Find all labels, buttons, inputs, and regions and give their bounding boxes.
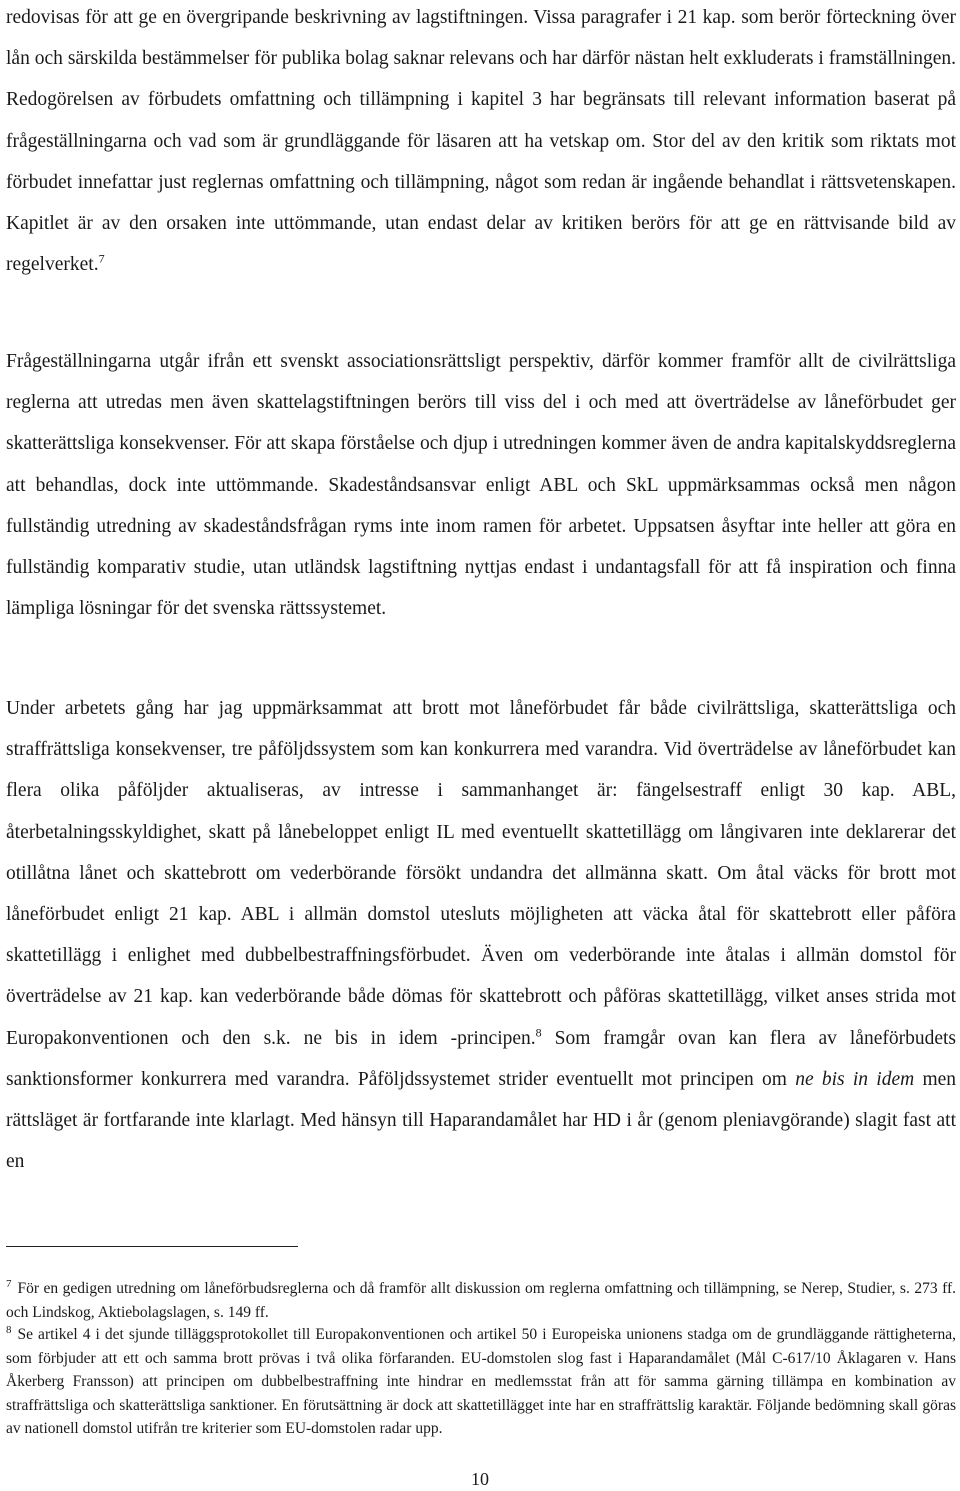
body-paragraph [6, 688, 956, 1182]
footnote-reference[interactable]: 8 [535, 1025, 542, 1040]
footnote-text: För en gedigen utredning om låneförbudsreglerna och då framför allt diskussion om reglerna omfattning och tillämpning, se Nerep, Studier, s. 273 ff. och Lindskog, Aktiebolagslagen, s. 149 ff. [6, 1280, 956, 1321]
footnote-number: 8 [6, 1323, 12, 1336]
paragraph-text: men rättsläget är fortfarande inte klarlagt. Med hänsyn till Haparandamålet har HD i år (genom pleniavgörande) slagit fast att en [6, 1068, 957, 1173]
paragraph-text: redovisas för att ge en övergripande beskrivning av lagstiftningen. Vissa paragrafer i 21 kap. som berör förteckning över lån och särskilda bestämmelser för publika bolag saknar relevans och har därför nästan helt exkluderats i framställningen. Redogörelsen av förbudets omfattning och tillämpning i kapitel 3 har begränsats till relevant information baserat på frågeställningarna och vad som är grundläggande för läsaren att ha vetskap om. Stor del av den kritik som riktats mot förbudet innefattar just reglernas omfattning och tillämpning, något som redan är ingående behandlat i rättsvetenskapen. Kapitlet är av den orsaken inte uttömmande, utan endast delar av kritiken berörs för att ge en rättvisande bild av regelverket. [6, 7, 956, 276]
footnote-reference[interactable]: 7 [98, 251, 105, 266]
paragraph-text: Under arbetets gång har jag uppmärksammat att brott mot låneförbudet får både civilrättsliga, skatterättsliga och straffrättsliga konsekvenser, tre påföljdssystem som kan konkurrera med varandra. Vid överträdelse av låneförbudet kan flera olika påföljder aktualiseras, av intresse i sammanhanget är: fängelsestraff enligt 30 kap. ABL, återbetalningsskyldighet, skatt på lånebeloppet enligt IL med eventuellt skattetillägg om långivaren inte deklarerar det otillåtna lånet och skattebrott om vederbörande försökt undandra det allmänna skatt. Om åtal väcks för brott mot låneförbudet enligt 21 kap. ABL i allmän domstol utesluts möjligheten att väcka åtal för skattebrott eller påföra skattetillägg i enlighet med dubbelbestraffningsförbudet. Även om vederbörande inte åtalas i allmän domstol för överträdelse av 21 kap. kan vederbörande både dömas för skattebrott och påföras skattetillägg, vilket anses strida mot Europakonventionen och den s.k. ne bis in idem -principen. [6, 698, 956, 1049]
footnote [6, 1277, 956, 1324]
italic-term: ne bis in idem [795, 1068, 915, 1090]
footnote-separator [6, 1246, 298, 1247]
paragraph-text: Som framgår ovan kan flera av låneförbudets sanktionsformer konkurrera med varandra. Påföljdssystemet strider eventuellt mot principen om [6, 1027, 956, 1090]
paragraph-text: Frågeställningarna utgår ifrån ett svenskt associationsrättsligt perspektiv, därför kommer framför allt de civilrättsliga reglerna att utredas men även skattelagstiftningen berörs till viss del i och med att överträdelse av låneförbudet ger skatterättsliga konsekvenser. För att skapa förståelse och djup i utredningen kommer även de andra kapitalskyddsreglerna att behandlas, dock inte uttömmande. Skadeståndsansvar enligt ABL och SkL uppmärksammas också men någon fullständig utredning av skadeståndsfrågan ryms inte inom ramen för arbetet. Uppsatsen åsyftar inte heller att göra en fullständig komparativ studie, utan utländsk lagstiftning nyttjas endast i undantagsfall för att få inspiration och finna lämpliga lösningar för det svenska rättssystemet. [6, 351, 956, 620]
body-paragraph [6, 341, 956, 629]
footnote-number: 7 [6, 1277, 12, 1290]
footnote-text: Se artikel 4 i det sjunde tilläggsprotokollet till Europakonventionen och artikel 50 i Europeiska unionens stadga om de grundläggande rättigheterna, som förbjuder att ett och samma brott prövas i två olika förfaranden. EU-domstolen slog fast i Haparandamålet (Mål C-617/10 Åklagaren v. Hans Åkerberg Fransson) att principen om dubbelbestraffning inte hindrar en medlemsstat från att för samma gärning tillämpa en kombination av straffrättsliga och skatterättsliga sanktioner. En förutsättning är dock att skattetillägget inte har en straffrättslig karaktär. Följande bedömning skall göras av nationell domstol utifrån tre kriterier som EU-domstolen radar upp. [6, 1326, 956, 1438]
body-paragraph [6, 0, 956, 285]
footnote [6, 1323, 956, 1441]
page-number: 10 [471, 1469, 489, 1489]
